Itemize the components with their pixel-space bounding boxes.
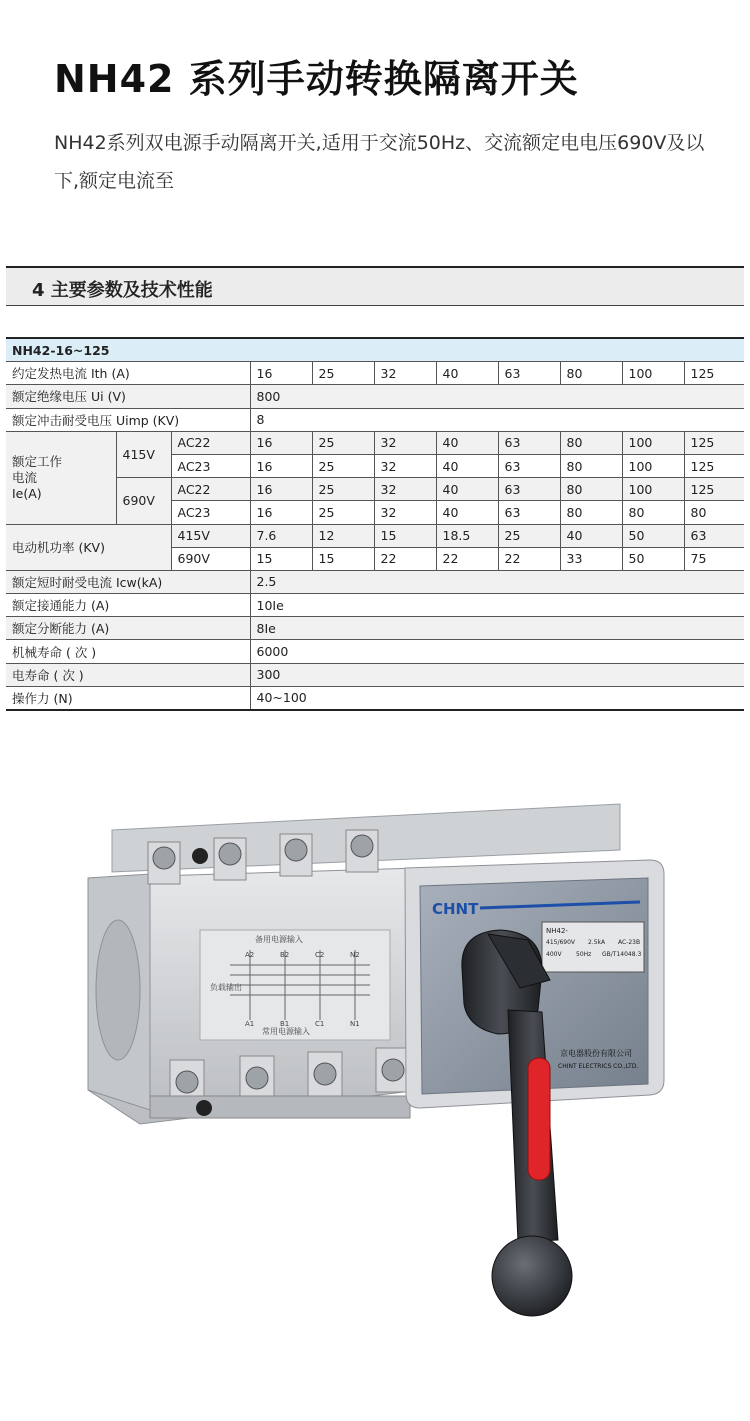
cell: 75 — [684, 547, 744, 570]
voltage-415: 415V — [116, 431, 171, 477]
cell: 8 — [250, 408, 744, 431]
cell: 25 — [312, 501, 374, 524]
cell: 80 — [560, 454, 622, 477]
table-row-force — [6, 686, 744, 710]
cell: 15 — [374, 524, 436, 547]
cell: 100 — [622, 454, 684, 477]
cell: 32 — [374, 362, 436, 385]
cell: 80 — [560, 478, 622, 501]
cell: 125 — [684, 454, 744, 477]
section-title: 4 主要参数及技术性能 — [32, 280, 213, 301]
cell: 800 — [250, 385, 744, 408]
cell: 25 — [498, 524, 560, 547]
category: AC23 — [171, 501, 250, 524]
cell: 50 — [622, 524, 684, 547]
row-label: 额定分断能力 (A) — [6, 617, 250, 640]
cell: 33 — [560, 547, 622, 570]
handle-red-marker — [528, 1058, 550, 1180]
nameplate-category: AC-23B — [618, 939, 641, 946]
table-row-uimp — [6, 408, 744, 431]
table-row-motor-1 — [6, 524, 744, 547]
nameplate-ue: 400V — [546, 951, 562, 958]
normal-input-label: 常用电源输入 — [262, 1027, 310, 1036]
cell: 16 — [250, 362, 312, 385]
cell: 40 — [560, 524, 622, 547]
cell: 8Ie — [250, 617, 744, 640]
ie-label-line: 电流 — [12, 469, 38, 485]
ie-label-line: 额定工作 — [12, 453, 63, 469]
table-row-ui — [6, 385, 744, 408]
category: AC22 — [171, 431, 250, 454]
row-label: 操作力 (N) — [6, 686, 250, 710]
cell: 40~100 — [250, 686, 744, 710]
cell: 40 — [436, 454, 498, 477]
voltage-690: 690V — [116, 478, 171, 524]
cell: 63 — [684, 524, 744, 547]
cell: 63 — [498, 478, 560, 501]
cell: 125 — [684, 362, 744, 385]
nameplate-icw: 2.5kA — [588, 939, 606, 946]
cell: 15 — [250, 547, 312, 570]
row-label: 额定绝缘电压 Ui (V) — [6, 385, 250, 408]
table-row-icw — [6, 570, 744, 593]
cell: 32 — [374, 501, 436, 524]
cell: 100 — [622, 478, 684, 501]
terminal-n2: N2 — [350, 951, 360, 959]
cell: 6000 — [250, 640, 744, 663]
nameplate-standard: GB/T14048.3 — [602, 951, 642, 958]
handle-knob — [492, 1236, 572, 1316]
terminal-b2: B2 — [280, 951, 290, 959]
cell: 80 — [560, 362, 622, 385]
cell: 25 — [312, 454, 374, 477]
terminal-c1: C1 — [315, 1020, 325, 1028]
table-row-model — [6, 338, 744, 362]
cell: 16 — [250, 478, 312, 501]
category: AC22 — [171, 478, 250, 501]
table-row-ith — [6, 362, 744, 385]
cell: 22 — [374, 547, 436, 570]
cell: 32 — [374, 478, 436, 501]
cell: 80 — [684, 501, 744, 524]
terminal-a1: A1 — [245, 1020, 255, 1028]
cell: 10Ie — [250, 594, 744, 617]
motor-label: 电动机功率 (KV) — [6, 524, 171, 570]
cell: 18.5 — [436, 524, 498, 547]
terminal-a2: A2 — [245, 951, 255, 959]
cell: 32 — [374, 454, 436, 477]
cell: 100 — [622, 362, 684, 385]
cell: 50 — [622, 547, 684, 570]
cell: 22 — [436, 547, 498, 570]
cell: 125 — [684, 478, 744, 501]
cell: 80 — [560, 501, 622, 524]
table-row-breaking — [6, 617, 744, 640]
cell: 100 — [622, 431, 684, 454]
cell: 63 — [498, 501, 560, 524]
cell: 16 — [250, 501, 312, 524]
table-row-ie-1 — [6, 431, 744, 454]
table-row-making — [6, 594, 744, 617]
cell: 25 — [312, 431, 374, 454]
nameplate-model: NH42- — [546, 927, 568, 935]
maker-en: CHINT ELECTRICS CO.,LTD. — [558, 1063, 639, 1070]
cell: 125 — [684, 431, 744, 454]
page-title: NH42 系列手动转换隔离开关 — [54, 57, 579, 101]
cell: 2.5 — [250, 570, 744, 593]
cell: 22 — [498, 547, 560, 570]
terminal-c2: C2 — [315, 951, 325, 959]
cell: 16 — [250, 431, 312, 454]
row-label: 额定冲击耐受电压 Uimp (KV) — [6, 408, 250, 431]
terminal-n1: N1 — [350, 1020, 360, 1028]
model-cell: NH42-16~125 — [6, 338, 744, 362]
cell: 12 — [312, 524, 374, 547]
cell: 63 — [498, 362, 560, 385]
cell: 15 — [312, 547, 374, 570]
category: AC23 — [171, 454, 250, 477]
voltage: 415V — [171, 524, 250, 547]
table-row-mech — [6, 640, 744, 663]
cell: 40 — [436, 431, 498, 454]
terminal-b1: B1 — [280, 1020, 290, 1028]
cell: 80 — [622, 501, 684, 524]
ie-label — [6, 431, 116, 524]
row-label: 电寿命 ( 次 ) — [6, 663, 250, 686]
cell: 40 — [436, 501, 498, 524]
row-label: 额定短时耐受电流 Icw(kA) — [6, 570, 250, 593]
section-header — [6, 266, 744, 306]
cell: 40 — [436, 362, 498, 385]
table-row-ie-3 — [6, 478, 744, 501]
cell: 16 — [250, 454, 312, 477]
row-label: 机械寿命 ( 次 ) — [6, 640, 250, 663]
voltage: 690V — [171, 547, 250, 570]
table-row-elec — [6, 663, 744, 686]
nameplate-voltage: 415/690V — [546, 939, 576, 946]
brand-logo: CHNT — [432, 900, 479, 918]
cell: 25 — [312, 362, 374, 385]
cell: 40 — [436, 478, 498, 501]
product-description: NH42系列双电源手动隔离开关,适用于交流50Hz、交流额定电电压690V及以下,额定电流至 — [54, 132, 705, 192]
cell: 7.6 — [250, 524, 312, 547]
cell: 32 — [374, 431, 436, 454]
spec-table — [6, 337, 744, 711]
ie-label-line: Ie(A) — [12, 485, 42, 501]
cell: 63 — [498, 454, 560, 477]
standby-input-label: 备用电源输入 — [255, 935, 303, 944]
maker-cn: 京电器股份有限公司 — [560, 1049, 632, 1058]
row-label: 额定接通能力 (A) — [6, 594, 250, 617]
product-image — [80, 790, 680, 1330]
load-output-label: 负载输出 — [210, 983, 242, 992]
nameplate-frequency: 50Hz — [576, 951, 592, 958]
cell: 25 — [312, 478, 374, 501]
cell: 80 — [560, 431, 622, 454]
row-label: 约定发热电流 Ith (A) — [6, 362, 250, 385]
cell: 300 — [250, 663, 744, 686]
cell: 63 — [498, 431, 560, 454]
